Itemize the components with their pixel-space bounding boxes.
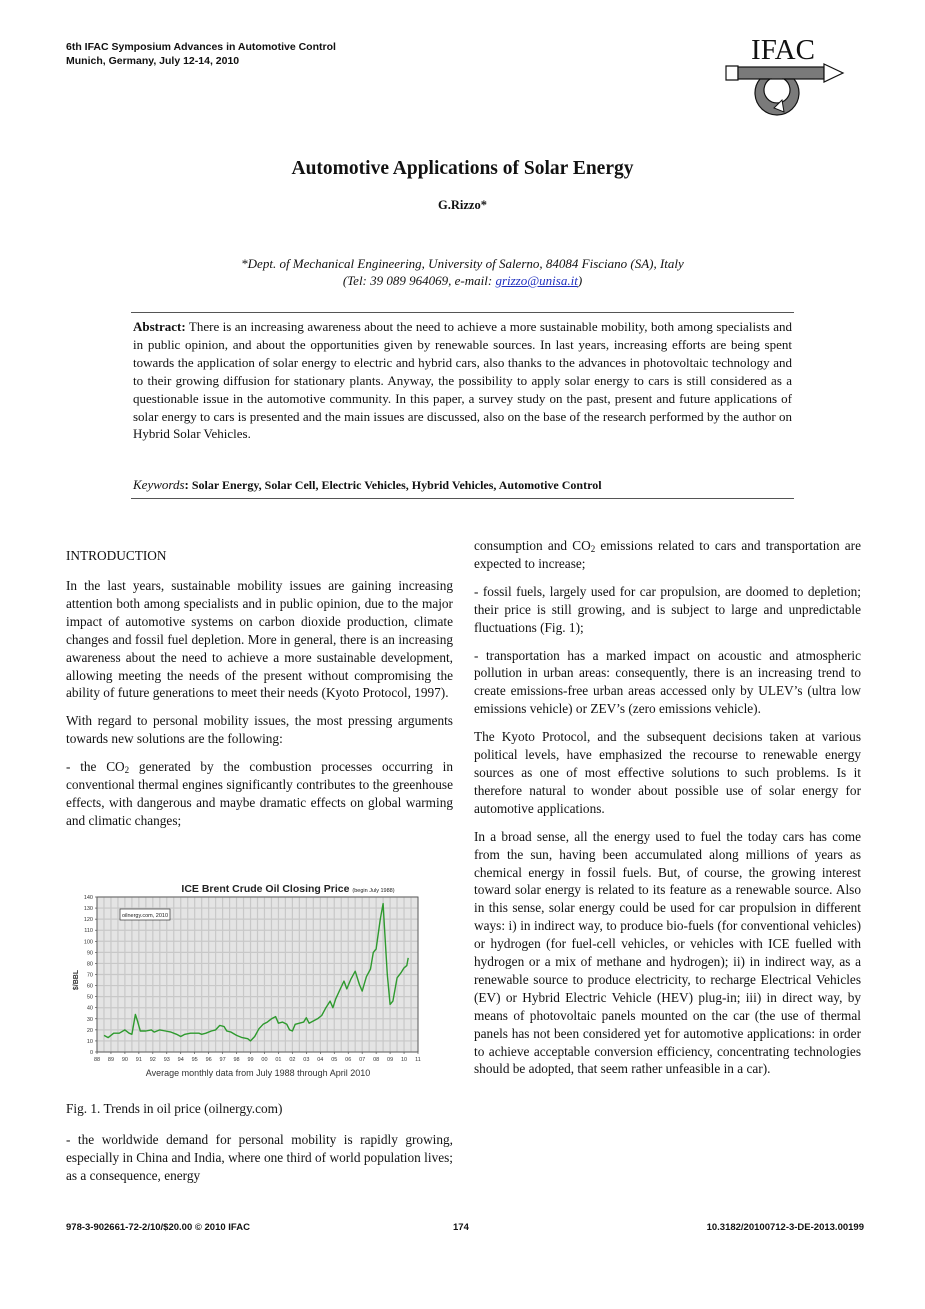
svg-text:10: 10: [400, 1057, 408, 1063]
right-paragraph-1: [474, 537, 861, 573]
svg-text:91: 91: [135, 1057, 142, 1063]
svg-text:11: 11: [415, 1057, 421, 1063]
subscript: 2: [590, 544, 596, 554]
keywords: [133, 477, 792, 493]
svg-text:80: 80: [86, 961, 93, 968]
svg-text:98: 98: [233, 1057, 240, 1063]
chart-title: ICE Brent Crude Oil Closing Price (begin July 1988): [181, 883, 395, 895]
svg-text:07: 07: [359, 1057, 366, 1063]
intro-paragraph-2: With regard to personal mobility issues, the most pressing arguments towards new solutions are the following:: [66, 713, 453, 747]
svg-text:0: 0: [89, 1050, 93, 1056]
svg-text:20: 20: [86, 1027, 93, 1034]
svg-text:95: 95: [191, 1057, 198, 1063]
text-span: generated by the combustion processes occurring in conventional thermal engines significantly contributes to the greenhouse effects, with dangerous and maybe dramatic effects on global warming and climatic changes;: [66, 759, 454, 828]
abstract-bottom-rule: [131, 498, 794, 499]
keywords-label: Keywords: [133, 477, 185, 492]
email-link[interactable]: grizzo@unisa.it: [495, 273, 578, 288]
conference-info: [66, 40, 336, 68]
logo-text: IFAC: [751, 36, 815, 66]
svg-text:90: 90: [86, 950, 93, 957]
svg-text:40: 40: [86, 1005, 93, 1012]
paper-title: Automotive Applications of Solar Energy: [291, 158, 634, 179]
ifac-logo: [722, 36, 846, 116]
author-affiliation-block: [0, 255, 925, 289]
contact-line: [0, 272, 925, 289]
svg-text:08: 08: [373, 1057, 380, 1063]
line-chart: [66, 880, 456, 1080]
svg-text:110: 110: [84, 928, 93, 935]
svg-text:50: 50: [86, 994, 93, 1001]
right-paragraph-3: - transportation has a marked impact on acoustic and atmospheric pollution in urban areas: consequently, there is an increasing trend to create emissions-free urban areas accessed only by ULEV’s (ultra low emissions vehicle) or ZEV’s (zero emissions vehicle).: [474, 647, 861, 717]
conference-title: 6th IFAC Symposium Advances in Automotive Control: [66, 41, 336, 53]
svg-text:88: 88: [93, 1057, 101, 1063]
right-column-text: [474, 537, 861, 1088]
keywords-colon: :: [184, 477, 189, 492]
svg-text:02: 02: [289, 1057, 296, 1063]
svg-text:97: 97: [219, 1057, 226, 1063]
svg-text:130: 130: [83, 906, 93, 913]
footer-doi: 10.3182/20100712-3-DE-2013.00199: [706, 1222, 864, 1233]
intro-paragraph-3: [66, 758, 453, 830]
svg-text:03: 03: [303, 1057, 310, 1063]
paper-author: G.Rizzo*: [438, 198, 487, 212]
keywords-values: Solar Energy, Solar Cell, Electric Vehicles, Hybrid Vehicles, Automotive Control: [188, 478, 602, 492]
svg-text:06: 06: [345, 1057, 352, 1063]
text-span: consumption and CO: [474, 538, 591, 553]
svg-text:100: 100: [83, 939, 93, 946]
svg-text:92: 92: [149, 1057, 156, 1063]
chart-ylabel: $/BBL: [73, 969, 80, 991]
subscript: 2: [124, 765, 130, 776]
svg-text:10: 10: [86, 1038, 93, 1045]
svg-text:60: 60: [86, 983, 93, 990]
abstract-text: There is an increasing awareness about the need to achieve a more sustainable mobility, both among specialists and in public opinion, and about the opportunities given by renewable sources. In last years, increasing efforts are being spent towards the application of solar energy to electric and hybrid cars, also thanks to the advances in photovoltaic technology and to their growing diffusion for stationary plants. Anyway, the possibility to apply solar energy to cars is still considered as a questionable issue in the automotive community. In this paper, a survey study on the past, present and future applications of solar energy to cars is presented and the main issues are discussed, also on the base of the research performed by the author on Hybrid Solar Vehicles.: [133, 319, 792, 442]
figure-caption: Fig. 1. Trends in oil price (oilnergy.com): [66, 1101, 283, 1116]
text-span: emissions related to cars and transportation are expected to increase;: [474, 538, 861, 571]
conference-location: Munich, Germany, July 12-14, 2010: [66, 55, 240, 67]
svg-text:89: 89: [107, 1057, 115, 1063]
svg-text:70: 70: [86, 972, 93, 979]
svg-text:90: 90: [121, 1057, 128, 1063]
figure-oil-price-chart: [66, 880, 456, 1080]
footer-isbn: 978-3-902661-72-2/10/$20.00 © 2010 IFAC: [66, 1222, 250, 1233]
svg-text:09: 09: [387, 1057, 394, 1063]
left-column-text-continued: [66, 1131, 453, 1195]
section-heading-introduction: INTRODUCTION: [66, 548, 167, 563]
svg-text:93: 93: [163, 1057, 170, 1063]
svg-text:30: 30: [86, 1016, 93, 1023]
chart-annotation: [120, 909, 170, 920]
abstract-top-rule: [131, 312, 794, 313]
plot-area: [84, 895, 421, 1063]
right-paragraph-2: - fossil fuels, largely used for car propulsion, are doomed to depletion; their price is still growing, and is subject to large and unpredictable fluctuations (Fig. 1);: [474, 583, 861, 635]
svg-text:00: 00: [261, 1057, 268, 1063]
intro-paragraph-4: - the worldwide demand for personal mobility is rapidly growing, especially in China and India, where one third of world population lives; as a consequence, energy: [66, 1132, 453, 1183]
svg-text:96: 96: [205, 1057, 212, 1063]
affiliation: *Dept. of Mechanical Engineering, University of Salerno, 84084 Fisciano (SA), Italy: [241, 256, 684, 271]
svg-text:140: 140: [83, 895, 93, 901]
intro-paragraph-1: In the last years, sustainable mobility issues are gaining increasing attention both among specialists and in public opinion, due to the major impact of automotive systems on carbon dioxide production, climate changes and fossil fuel depletion. More in general, there is an increasing awareness about the need to achieve a more sustainable development, allowing meeting the needs of the present without compromising the ability of future generations to meet their needs (Kyoto Protocol, 1997).: [66, 578, 453, 701]
svg-text:oilnergy.com, 2010: oilnergy.com, 2010: [121, 913, 169, 919]
right-paragraph-5: In a broad sense, all the energy used to fuel the today cars has come from the sun, having been accumulated along millions of years as chemical energy in fossil fuels. But, of course, the growing interest toward solar energy is related to its feature as a renewable source. Also in this sense, solar energy could be used for car propulsion in different ways: i) in indirect way, to produce bio-fuels (for conventional vehicles) or hydrogen (for fuel-cell vehicles, or vehicles with ICE fuelled with hydrogen or a mix of methane and hydrogen); ii) in indirect way, as a renewable source to produce electricity, to recharge Electrical Vehicles (EV) or Hybrid Electric Vehicle (HEV) plug-in; iii) in direct way, by means of photovoltaic panels mounted on the car (the use of thermal panels has not been considered yet for automotive applications: in order to achieve acceptable conversion efficiency, concentrating technologies should be adopted, that seem rather unfeasible in a car).: [474, 828, 861, 1077]
svg-text:05: 05: [331, 1057, 338, 1063]
contact-suffix: ): [577, 273, 583, 288]
abstract: [133, 318, 792, 443]
svg-text:94: 94: [177, 1057, 184, 1063]
chart-xlabel: Average monthly data from July 1988 through April 2010: [145, 1068, 371, 1078]
ifac-logo-icon: [722, 36, 846, 116]
text-span: - the CO: [66, 759, 125, 775]
footer-page-number: 174: [453, 1222, 469, 1233]
abstract-label: Abstract:: [133, 319, 186, 334]
right-paragraph-4: The Kyoto Protocol, and the subsequent decisions taken at various political levels, have emphasized the recourse to renewable energy sources as one of most effective solutions to such problems. Is it therefore natural to wonder about possible use of solar energy for automotive applications.: [474, 729, 861, 816]
left-column-text: [66, 577, 453, 840]
svg-text:01: 01: [275, 1057, 282, 1063]
svg-text:99: 99: [247, 1057, 254, 1063]
svg-text:120: 120: [83, 917, 93, 924]
svg-text:04: 04: [317, 1057, 324, 1063]
contact-prefix: (Tel: 39 089 964069, e-mail:: [342, 273, 496, 288]
